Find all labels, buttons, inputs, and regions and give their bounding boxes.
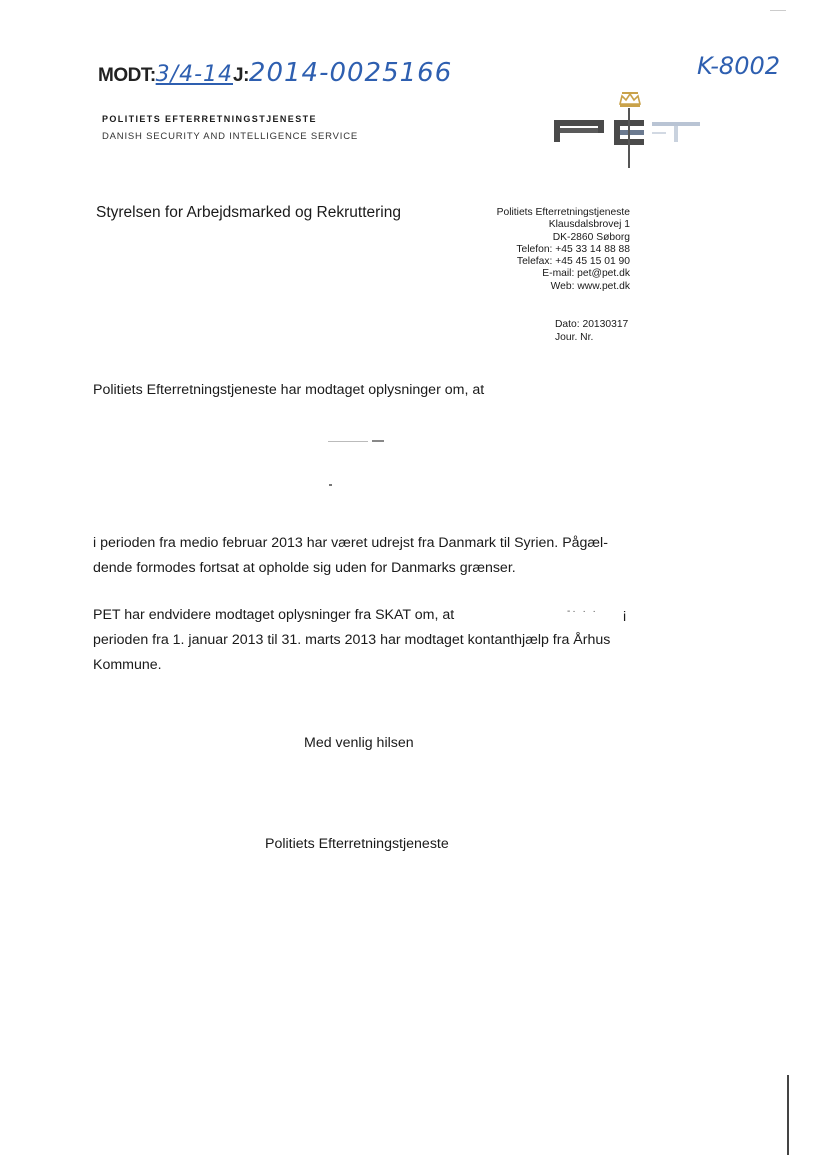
body-paragraph-2-line-1: i perioden fra medio februar 2013 har været udrejst fra Danmark til Syrien. Pågæl-: [93, 535, 608, 551]
received-stamp: [98, 58, 452, 88]
sender-city: DK-2860 Søborg: [552, 231, 630, 243]
stamp-received-date: 3/4-14: [155, 62, 233, 87]
sender-name: Politiets Efterretningstjeneste: [496, 207, 630, 218]
body-paragraph-3: [93, 603, 633, 678]
redaction-residue: [329, 484, 332, 486]
sender-web: Web: www.pet.dk: [550, 280, 630, 292]
sender-street: Klausdalsbrovej 1: [548, 219, 630, 231]
sender-email: E-mail: pet@pet.dk: [542, 268, 630, 280]
body-paragraph-2-line-2: dende formodes fortsat at opholde sig uden for Danmarks grænser.: [93, 560, 516, 576]
body-paragraph-3-line-3: Kommune.: [93, 657, 162, 673]
redaction-residue: [328, 441, 368, 442]
body-paragraph-1: Politiets Efterretningstjeneste har modtaget oplysninger om, at: [93, 382, 485, 398]
sender-phone: Telefon: +45 33 14 88 88: [516, 243, 630, 255]
stamp-j-label: J:: [233, 65, 249, 86]
handwritten-case-code: K-8002: [696, 52, 780, 80]
org-name-english: DANISH SECURITY AND INTELLIGENCE SERVICE: [102, 131, 359, 142]
signature-org: Politiets Efterretningstjeneste: [265, 836, 449, 852]
body-paragraph-3-line-1: PET har endvidere modtaget oplysninger fra SKAT om, at: [93, 607, 455, 623]
stamp-modt-label: MODT:: [98, 65, 156, 86]
scan-edge-line: [787, 1075, 789, 1155]
sender-address-block: [497, 207, 630, 293]
pet-logo: [548, 88, 708, 177]
stamp-journal-number: 2014-0025166: [248, 58, 453, 88]
scan-mark: [770, 10, 786, 11]
letter-meta: [555, 319, 628, 344]
org-name-danish: POLITIETS EFTERRETNINGSTJENESTE: [102, 114, 317, 124]
sender-fax: Telefax: +45 45 15 01 90: [516, 256, 630, 268]
body-paragraph-2: [93, 531, 633, 581]
body-paragraph-3-line-1-end: i: [623, 609, 627, 625]
crown-icon: [620, 92, 640, 107]
redaction-residue: [372, 440, 384, 442]
body-paragraph-3-line-2: perioden fra 1. januar 2013 til 31. marts 2013 har modtaget kontanthjælp fra Århus: [93, 632, 611, 648]
journal-number-label: Jour. Nr.: [555, 331, 594, 343]
closing-greeting: Med venlig hilsen: [304, 735, 414, 751]
logo-letter-t: [652, 122, 700, 142]
redaction-residue: -· · ·: [567, 606, 598, 617]
recipient-name: Styrelsen for Arbejdsmarked og Rekruttering: [96, 204, 401, 221]
logo-letter-p: [554, 120, 604, 142]
letter-date: Dato: 20130317: [555, 319, 629, 330]
